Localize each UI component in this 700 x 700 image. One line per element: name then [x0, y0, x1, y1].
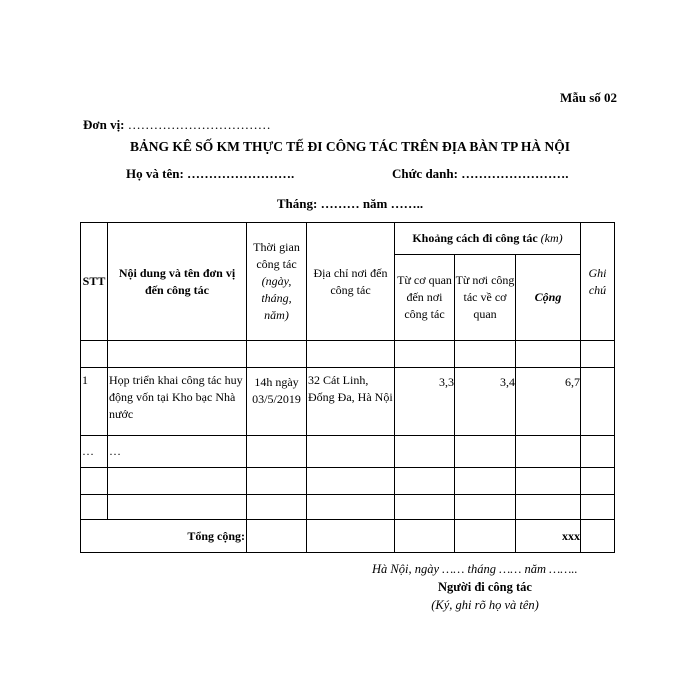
name-dots: ……………………. [187, 166, 295, 181]
row-sum [516, 436, 581, 468]
header-note: Ghi chú [581, 223, 615, 341]
table-total-row [81, 520, 615, 553]
document-title: BẢNG KÊ SỐ KM THỰC TẾ ĐI CÔNG TÁC TRÊN ĐỊA BÀN TP HÀ NỘI [129, 139, 571, 154]
table-row-empty [81, 468, 615, 495]
header-from-office: Từ cơ quan đến nơi công tác [395, 255, 455, 341]
header-time-line2: công tác [256, 257, 297, 271]
year-dots: …….. [390, 196, 424, 211]
form-number: Mẫu số 02 [560, 90, 618, 105]
table-row-empty [81, 495, 615, 520]
header-sum: Cộng [516, 255, 581, 341]
position-label: Chức danh: [392, 166, 458, 181]
header-distance-label: Khoảng cách đi công tác [412, 231, 538, 245]
table-row [81, 368, 615, 436]
table-row [81, 436, 615, 468]
table-row-empty-top [81, 341, 615, 368]
header-time-line5: năm) [264, 308, 289, 322]
row-note [581, 436, 615, 468]
row-stt: 1 [81, 368, 108, 436]
name-line [126, 166, 294, 182]
unit-label: Đơn vị: [83, 117, 125, 132]
header-from-place: Từ nơi công tác về cơ quan [455, 255, 516, 341]
name-label: Họ và tên: [126, 166, 184, 181]
row-note [581, 368, 615, 436]
year-label: năm [362, 196, 388, 211]
unit-line [83, 117, 271, 133]
traveller-label: Người đi công tác [438, 580, 532, 594]
header-content: Nội dung và tên đơn vị đến công tác [108, 223, 247, 341]
position-line [392, 166, 568, 182]
header-stt: STT [81, 223, 108, 341]
row-from-place: 3,4 [455, 368, 516, 436]
km-table [80, 222, 615, 553]
signature-hint: (Ký, ghi rõ họ và tên) [431, 598, 539, 612]
row-time: 14h ngày 03/5/2019 [247, 368, 307, 436]
row-content: Họp triển khai công tác huy động vốn tại Kho bạc Nhà nước [108, 368, 247, 436]
place-date: Hà Nội, ngày …… tháng …… năm …….. [372, 562, 578, 576]
row-content: … [108, 436, 247, 468]
month-line [0, 196, 700, 212]
position-dots: ……………………. [461, 166, 569, 181]
total-label: Tổng cộng: [81, 520, 247, 553]
header-address: Địa chỉ nơi đến công tác [307, 223, 395, 341]
month-dots: ……… [320, 196, 360, 211]
header-time [247, 223, 307, 341]
row-time [247, 436, 307, 468]
row-address: 32 Cát Linh, Đống Đa, Hà Nội [307, 368, 395, 436]
header-time-line3: (ngày, [261, 274, 292, 288]
unit-dots: …………………………… [127, 117, 271, 132]
row-address [307, 436, 395, 468]
header-time-line1: Thời gian [253, 240, 300, 254]
header-time-line4: tháng, [261, 291, 292, 305]
row-sum: 6,7 [516, 368, 581, 436]
row-from-office [395, 436, 455, 468]
header-distance-unit: (km) [540, 231, 563, 245]
row-stt: … [81, 436, 108, 468]
row-from-place [455, 436, 516, 468]
month-label: Tháng: [276, 196, 318, 211]
row-from-office: 3,3 [395, 368, 455, 436]
header-distance [395, 223, 581, 255]
total-value: xxx [516, 520, 581, 553]
